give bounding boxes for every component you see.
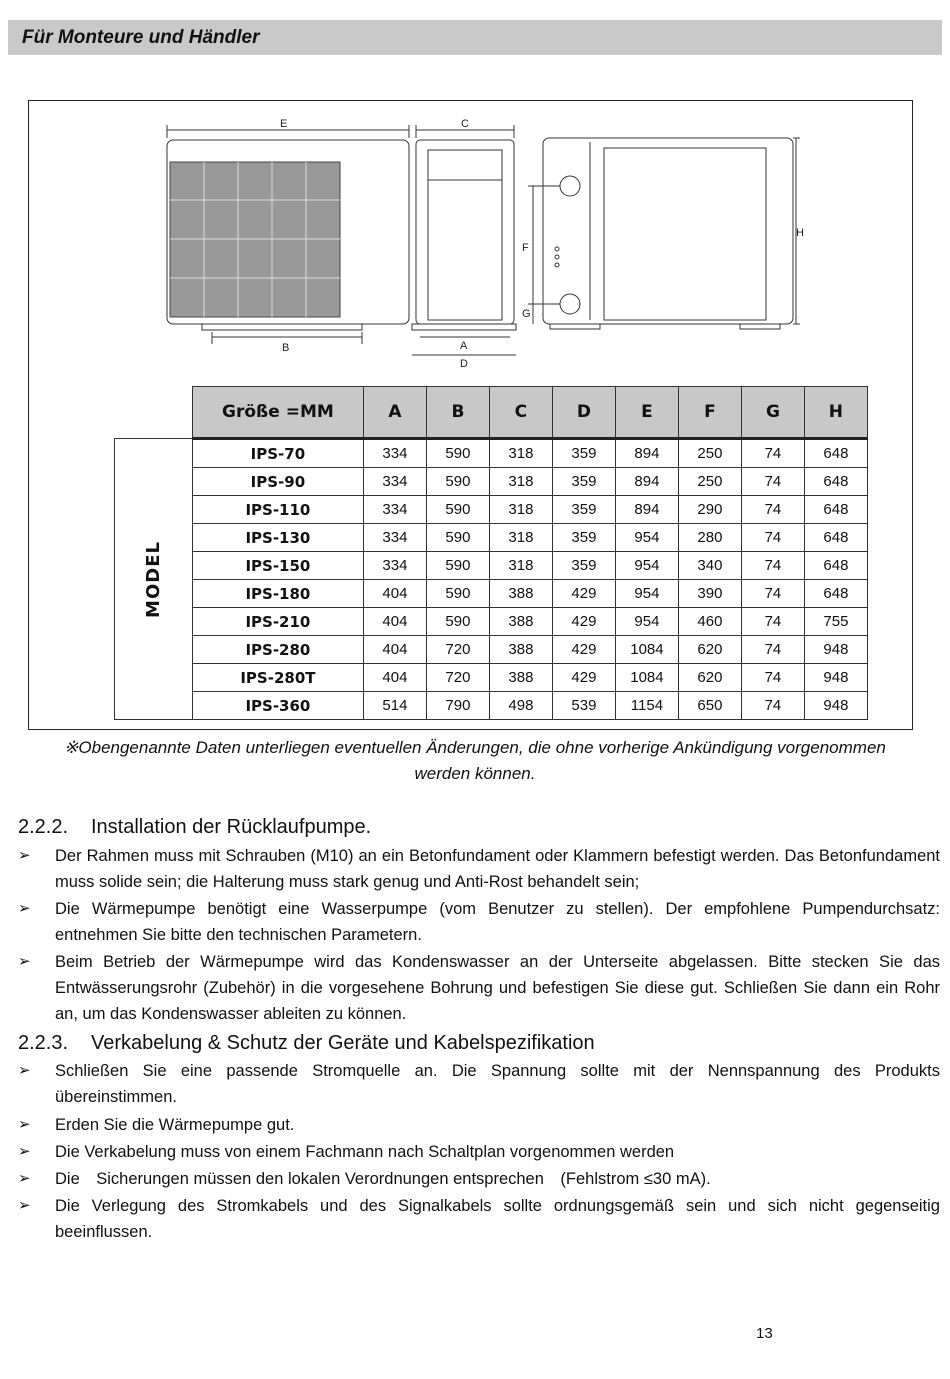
model-name-cell: IPS-130 <box>192 524 363 552</box>
list-item <box>18 843 940 895</box>
table-cell: 590 <box>426 552 489 580</box>
list-item-text: Die Sicherungen müssen den lokalen Verordnungen entsprechen (Fehlstrom ≤30 mA). <box>55 1170 711 1188</box>
table-cell: 539 <box>552 692 615 720</box>
table-cell: 1154 <box>615 692 678 720</box>
list-item <box>18 1193 940 1245</box>
table-cell: 954 <box>615 552 678 580</box>
list-item-text: Der Rahmen muss mit Schrauben (M10) an ein Betonfundament oder Klammern befestigt werden. Das Betonfundament muss solide sein; die Halterung muss stark genug und Anti-Rost behandelt sein; <box>55 847 940 891</box>
table-cell: 359 <box>552 468 615 496</box>
model-group-label: MODEL <box>142 540 164 618</box>
list-item <box>18 1058 940 1110</box>
col-header: H <box>804 387 867 439</box>
dimension-labels <box>280 118 804 370</box>
table-cell: 388 <box>489 636 552 664</box>
heat-pump-drawing <box>150 112 810 377</box>
table-cell: 318 <box>489 524 552 552</box>
table-cell: 460 <box>678 608 741 636</box>
table-cell: 334 <box>363 524 426 552</box>
table-cell: 334 <box>363 496 426 524</box>
table-row <box>115 636 868 664</box>
header-title: Für Monteure und Händler <box>22 27 260 48</box>
table-cell: 404 <box>363 580 426 608</box>
table-cell: 404 <box>363 664 426 692</box>
size-header: Größe =MM <box>192 387 363 439</box>
table-row <box>115 439 868 468</box>
table-cell: 250 <box>678 468 741 496</box>
table-cell: 318 <box>489 439 552 468</box>
table-cell: 620 <box>678 664 741 692</box>
table-cell: 429 <box>552 664 615 692</box>
table-row <box>115 524 868 552</box>
col-header: D <box>552 387 615 439</box>
page-number: 13 <box>756 1325 773 1342</box>
table-cell: 648 <box>804 524 867 552</box>
table-cell: 894 <box>615 439 678 468</box>
table-cell: 429 <box>552 580 615 608</box>
list-item <box>18 949 940 1027</box>
list-item-text: Erden Sie die Wärmepumpe gut. <box>55 1116 295 1134</box>
table-row <box>115 496 868 524</box>
dim-label-e: E <box>280 118 288 130</box>
table-cell: 948 <box>804 636 867 664</box>
table-cell: 359 <box>552 552 615 580</box>
section-title: Verkabelung & Schutz der Geräte und Kabelspezifikation <box>91 1032 595 1054</box>
note-line-2: werden können. <box>414 764 536 783</box>
table-cell: 74 <box>741 692 804 720</box>
list-item-text: Die Verlegung des Stromkabels und des Signalkabels sollte ordnungsgemäß sein und sich nicht gegenseitig beeinflussen. <box>55 1197 940 1241</box>
section-number: 2.2.3. <box>18 1032 69 1054</box>
table-cell: 74 <box>741 439 804 468</box>
table-cell: 498 <box>489 692 552 720</box>
table-cell: 948 <box>804 664 867 692</box>
dim-label-d: D <box>460 358 468 370</box>
section-number: 2.2.2. <box>18 816 69 838</box>
table-row <box>115 552 868 580</box>
arrow-bullet-icon: ➢ <box>18 900 31 917</box>
arrow-bullet-icon: ➢ <box>18 1170 31 1187</box>
table-cell: 648 <box>804 468 867 496</box>
side-view <box>412 125 516 355</box>
table-cell: 590 <box>426 468 489 496</box>
model-name-cell: IPS-150 <box>192 552 363 580</box>
table-cell: 74 <box>741 552 804 580</box>
table-cell: 590 <box>426 439 489 468</box>
table-cell: 948 <box>804 692 867 720</box>
table-cell: 514 <box>363 692 426 720</box>
table-cell: 648 <box>804 439 867 468</box>
arrow-bullet-icon: ➢ <box>18 1062 31 1079</box>
section-heading-222 <box>18 816 371 839</box>
table-cell: 894 <box>615 496 678 524</box>
table-cell: 720 <box>426 636 489 664</box>
table-cell: 1084 <box>615 664 678 692</box>
arrow-bullet-icon: ➢ <box>18 953 31 970</box>
table-cell: 74 <box>741 608 804 636</box>
list-item-text: Die Wärmepumpe benötigt eine Wasserpumpe (vom Benutzer zu stellen). Der empfohlene Pumpendurchsatz: entnehmen Sie bitte den technischen Parametern. <box>55 900 940 944</box>
arrow-bullet-icon: ➢ <box>18 847 31 864</box>
model-name-cell: IPS-90 <box>192 468 363 496</box>
table-cell: 790 <box>426 692 489 720</box>
table-cell: 74 <box>741 580 804 608</box>
model-name-cell: IPS-360 <box>192 692 363 720</box>
table-corner <box>115 387 193 439</box>
table-cell: 290 <box>678 496 741 524</box>
table-cell: 340 <box>678 552 741 580</box>
table-cell: 359 <box>552 496 615 524</box>
model-name-cell: IPS-210 <box>192 608 363 636</box>
table-cell: 648 <box>804 552 867 580</box>
table-cell: 404 <box>363 608 426 636</box>
table-cell: 359 <box>552 524 615 552</box>
table-cell: 280 <box>678 524 741 552</box>
col-header: B <box>426 387 489 439</box>
arrow-bullet-icon: ➢ <box>18 1197 31 1214</box>
col-header: E <box>615 387 678 439</box>
table-cell: 590 <box>426 524 489 552</box>
table-cell: 334 <box>363 468 426 496</box>
table-cell: 1084 <box>615 636 678 664</box>
dim-label-f: F <box>522 242 529 254</box>
list-item <box>18 896 940 948</box>
table-row <box>115 608 868 636</box>
rear-view <box>528 138 800 329</box>
table-cell: 390 <box>678 580 741 608</box>
table-cell: 318 <box>489 552 552 580</box>
table-cell: 74 <box>741 664 804 692</box>
arrow-bullet-icon: ➢ <box>18 1143 31 1160</box>
dim-label-c: C <box>461 118 469 130</box>
dim-label-a: A <box>460 340 468 352</box>
table-cell: 74 <box>741 524 804 552</box>
list-item-text: Die Verkabelung muss von einem Fachmann nach Schaltplan vorgenommen werden <box>55 1143 675 1161</box>
header-bar <box>8 20 942 55</box>
table-cell: 429 <box>552 608 615 636</box>
table-cell: 388 <box>489 580 552 608</box>
model-name-cell: IPS-180 <box>192 580 363 608</box>
section-heading-223 <box>18 1032 595 1055</box>
table-cell: 590 <box>426 608 489 636</box>
dim-label-h: H <box>796 227 804 239</box>
table-cell: 318 <box>489 468 552 496</box>
dimensions-table <box>114 386 868 720</box>
table-cell: 720 <box>426 664 489 692</box>
model-name-cell: IPS-110 <box>192 496 363 524</box>
col-header: C <box>489 387 552 439</box>
table-cell: 74 <box>741 468 804 496</box>
table-header-row <box>115 387 868 439</box>
table-cell: 590 <box>426 496 489 524</box>
table-cell: 74 <box>741 636 804 664</box>
table-body <box>115 439 868 720</box>
table-cell: 388 <box>489 664 552 692</box>
table-cell: 648 <box>804 580 867 608</box>
table-cell: 250 <box>678 439 741 468</box>
table-cell: 590 <box>426 580 489 608</box>
list-item <box>18 1166 940 1192</box>
table-cell: 954 <box>615 524 678 552</box>
dim-label-b: B <box>282 342 290 354</box>
table-cell: 359 <box>552 439 615 468</box>
table-row <box>115 692 868 720</box>
table-cell: 429 <box>552 636 615 664</box>
list-item-text: Schließen Sie eine passende Stromquelle an. Die Spannung sollte mit der Nennspannung des Produkts übereinstimmen. <box>55 1062 940 1106</box>
model-name-cell: IPS-280 <box>192 636 363 664</box>
section-title: Installation der Rücklaufpumpe. <box>91 816 372 838</box>
col-header: A <box>363 387 426 439</box>
table-row <box>115 580 868 608</box>
model-name-cell: IPS-280T <box>192 664 363 692</box>
model-group-cell <box>115 439 193 720</box>
table-cell: 894 <box>615 468 678 496</box>
table-cell: 334 <box>363 439 426 468</box>
dim-label-g: G <box>522 308 531 320</box>
table-cell: 755 <box>804 608 867 636</box>
col-header: G <box>741 387 804 439</box>
table-cell: 404 <box>363 636 426 664</box>
table-cell: 620 <box>678 636 741 664</box>
table-cell: 318 <box>489 496 552 524</box>
table-cell: 650 <box>678 692 741 720</box>
col-header: F <box>678 387 741 439</box>
list-item-text: Beim Betrieb der Wärmepumpe wird das Kondenswasser an der Unterseite abgelassen. Bitte stecken Sie das Entwässerungsrohr (Zubehör) in die vorgesehene Bohrung und befestigen Sie diese gut. Schließen Sie dann ein Rohr an, um das Kondenswasser ableiten zu können. <box>55 953 940 1023</box>
table-cell: 74 <box>741 496 804 524</box>
arrow-bullet-icon: ➢ <box>18 1116 31 1133</box>
front-view <box>167 125 409 344</box>
table-cell: 334 <box>363 552 426 580</box>
table-row <box>115 664 868 692</box>
note-line-1: ※Obengenannte Daten unterliegen eventuellen Änderungen, die ohne vorherige Ankündigung vorgenommen <box>64 738 886 757</box>
table-cell: 388 <box>489 608 552 636</box>
table-cell: 954 <box>615 580 678 608</box>
table-cell: 648 <box>804 496 867 524</box>
model-name-cell: IPS-70 <box>192 439 363 468</box>
change-notice <box>30 735 920 787</box>
table-cell: 954 <box>615 608 678 636</box>
table-row <box>115 468 868 496</box>
list-item <box>18 1139 940 1165</box>
list-item <box>18 1112 940 1138</box>
